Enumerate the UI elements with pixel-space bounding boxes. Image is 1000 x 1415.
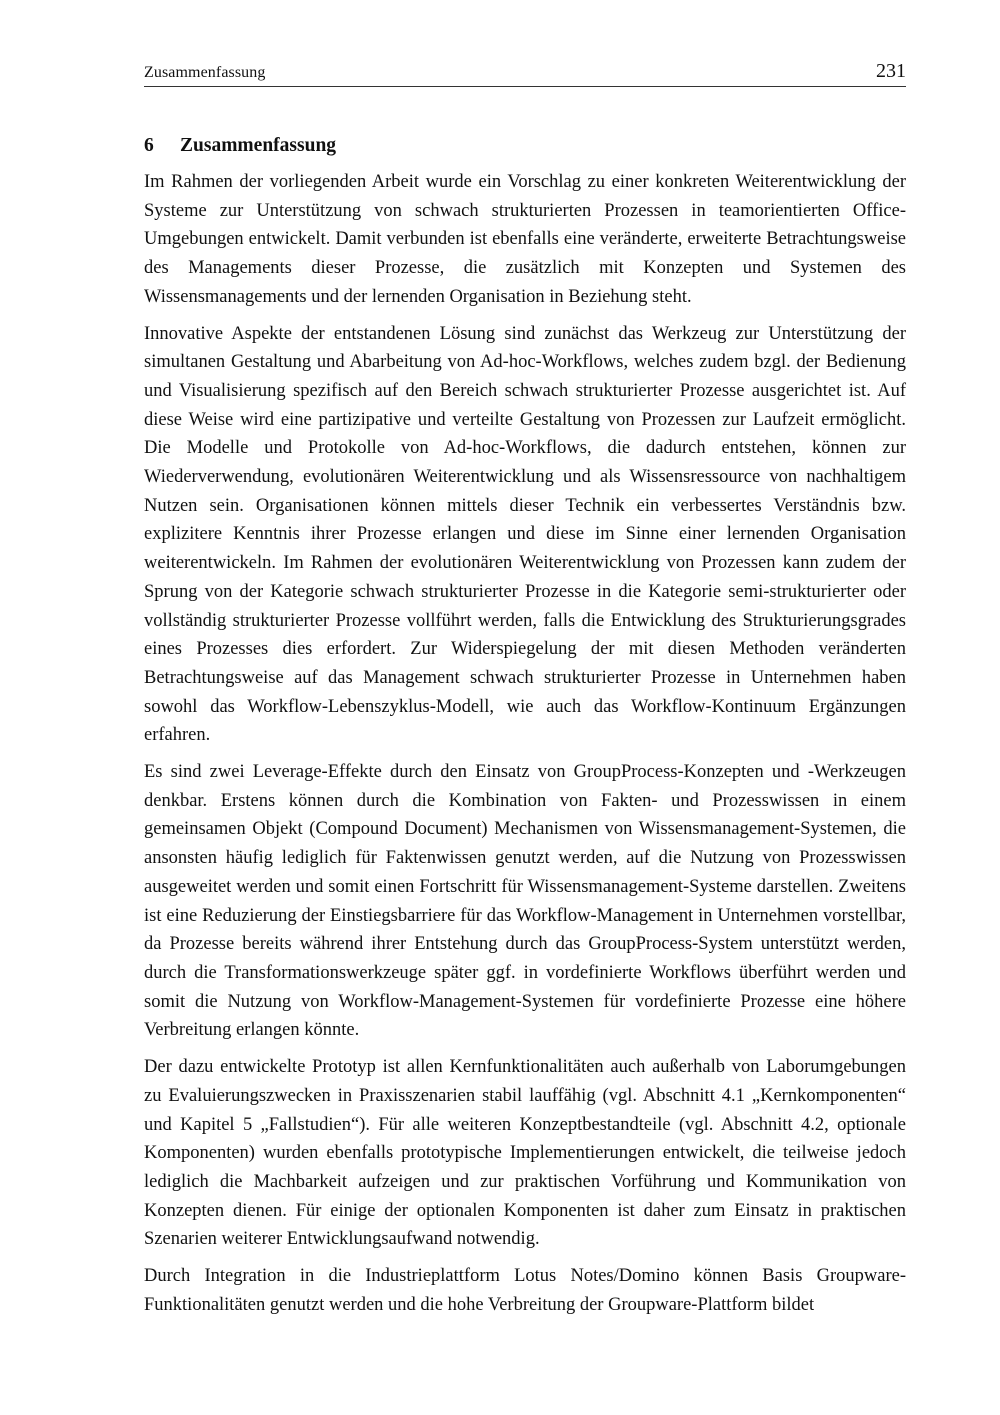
body-content	[144, 132, 906, 1327]
page-number: 231	[876, 60, 906, 82]
paragraph-2: Innovative Aspekte der entstandenen Lösung sind zunächst das Werkzeug zur Unterstützung der simultanen Gestaltung und Abarbeitung von Ad-hoc-Workflows, welches zudem bzgl. der Bedienung und Visualisierung spezifisch auf den Bereich schwach strukturierter Prozesse ausgerichtet ist. Auf diese Weise wird eine partizipative und verteilte Gestaltung von Prozessen zur Laufzeit ermöglicht. Die Modelle und Protokolle von Ad-hoc-Workflows, die dadurch entstehen, können zur Wiederverwendung, evolutionären Weiterentwicklung und als Wissensressource von nachhaltigem Nutzen sein. Organisationen können mittels dieser Technik ein verbessertes Verständnis bzw. explizitere Kenntnis ihrer Prozesse erlangen und diese im Sinne einer lernenden Organisation weiterentwickeln. Im Rahmen der evolutionären Weiterentwicklung von Prozessen kann zudem der Sprung von der Kategorie schwach strukturierter Prozesse in die Kategorie semi-strukturierter oder vollständig strukturierter Prozesse vollführt werden, falls die Entwicklung des Strukturierungsgrades eines Prozesses dies erfordert. Zur Widerspiegelung der mit diesen Methoden veränderten Betrachtungsweise auf das Management schwach strukturierter Prozesse in Unternehmen haben sowohl das Workflow-Lebenszyklus-Modell, wie auch das Workflow-Kontinuum Ergänzungen erfahren.	[144, 323, 906, 746]
paragraph-3: Es sind zwei Leverage-Effekte durch den Einsatz von GroupProcess-Konzepten und -Werkzeugen denkbar. Erstens können durch die Kombination von Fakten- und Prozesswissen in einem gemeinsamen Objekt (Compound Document) Mechanismen von Wissensmanagement-Systemen, die ansonsten häufig lediglich für Faktenwissen genutzt werden, auf die Nutzung von Prozesswissen ausgeweitet werden und somit einen Fortschritt für Wissensmanagement-Systeme darstellen. Zweitens ist eine Reduzierung der Einstiegsbarriere für das Workflow-Management in Unternehmen vorstellbar, da Prozesse bereits während ihrer Entstehung durch das GroupProcess-System unterstützt werden, durch die Transformationswerkzeuge später ggf. in vordefinierte Workflows überführt werden und somit die Nutzung von Workflow-Management-Systemen für vordefinierte Prozesse eine höhere Verbreitung erlangen könnte.	[144, 762, 906, 1041]
paragraph-5: Durch Integration in die Industrieplattform Lotus Notes/Domino können Basis Groupware-Funktionalitäten genutzt werden und die hohe Verbreitung der Groupware-Plattform bildet	[144, 1266, 906, 1315]
section-number: 6	[144, 135, 154, 156]
section-heading	[144, 132, 906, 160]
running-header	[144, 60, 906, 87]
header-title: Zusammenfassung	[144, 64, 266, 81]
paragraph-1: Im Rahmen der vorliegenden Arbeit wurde ein Vorschlag zu einer konkreten Weiterentwicklung der Systeme zur Unterstützung von schwach strukturierten Prozessen in teamorientierten Office-Umgebungen entwickelt. Damit verbunden ist ebenfalls eine veränderte, erweiterte Betrachtungsweise des Managements dieser Prozesse, die zusätzlich mit Konzepten und Systemen des Wissensmanagements und der lernenden Organisation in Beziehung steht.	[144, 172, 906, 307]
paragraph-4: Der dazu entwickelte Prototyp ist allen Kernfunktionalitäten auch außerhalb von Laborumgebungen zu Evaluierungszwecken in Praxisszenarien stabil lauffähig (vgl. Abschnitt 4.1 „Kernkomponenten“ und Kapitel 5 „Fallstudien“). Für alle weiteren Konzeptbestandteile (vgl. Abschnitt 4.2, optionale Komponenten) wurden ebenfalls prototypische Implementierungen entwickelt, die teilweise jedoch lediglich die Machbarkeit aufzeigen und zur praktischen Vorführung und Kommunikation von Konzepten dienen. Für einige der optionalen Komponenten ist daher zum Einsatz in praktischen Szenarien weiterer Entwicklungsaufwand notwendig.	[144, 1057, 906, 1250]
section-title: Zusammenfassung	[180, 135, 337, 156]
